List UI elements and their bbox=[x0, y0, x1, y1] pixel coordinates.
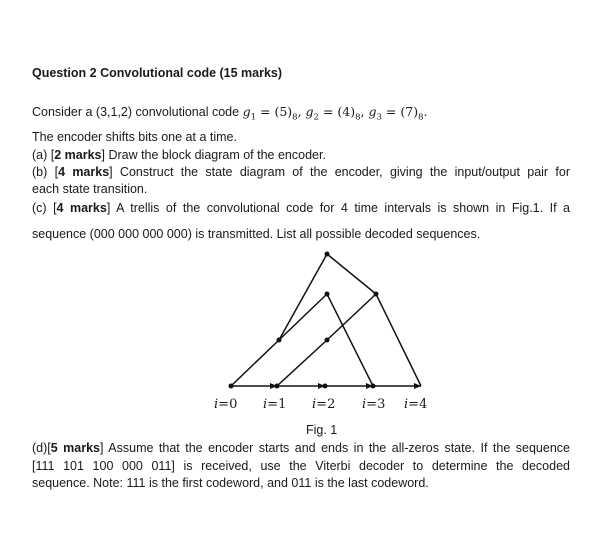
trellis-edge-d bbox=[376, 294, 421, 386]
trellis-node bbox=[374, 292, 379, 297]
trellis-node bbox=[275, 384, 280, 389]
trellis-node bbox=[323, 384, 328, 389]
part-d-line-2: [111 101 100 000 011] is received, use the Viterbi decoder to determine the decoded bbox=[32, 459, 570, 473]
intro-prefix: Consider a (3,1,2) convolutional code bbox=[32, 105, 240, 119]
trellis-node bbox=[229, 384, 234, 389]
part-b-line-1: (b) [4 marks] Construct the state diagram of the encoder, giving the input/output pair for bbox=[32, 165, 570, 179]
part-c-marks: 4 marks bbox=[56, 201, 107, 215]
trellis-edge-f bbox=[327, 294, 373, 386]
figure-caption: Fig. 1 bbox=[306, 423, 338, 437]
time-label-2: i=2 bbox=[312, 397, 336, 412]
question-title: Question 2 Convolutional code (15 marks) bbox=[32, 66, 283, 80]
time-label-1: i=1 bbox=[263, 397, 287, 412]
trellis-edge-c bbox=[327, 254, 376, 294]
part-d-marks: 5 marks bbox=[50, 441, 101, 455]
trellis-node bbox=[371, 384, 376, 389]
trellis-node bbox=[325, 292, 330, 297]
part-a-marks: 2 marks bbox=[54, 148, 102, 162]
generator-equations: $g_1 = (5)_8$, $g_2 = (4)_8$, $g_3 = (7)_8$. bbox=[242, 104, 428, 123]
part-d-line-1: (d)[5 marks] Assume that the encoder starts and ends in the all-zeros state. If the sequence bbox=[32, 441, 570, 455]
time-label-3: i=3 bbox=[362, 397, 386, 412]
part-d-line-3: sequence. Note: 111 is the first codeword, and 011 is the last codeword. bbox=[32, 476, 429, 490]
time-label-0: i=0 bbox=[214, 397, 238, 412]
trellis-edge-b bbox=[279, 254, 327, 340]
time-label-4: i=4 bbox=[404, 397, 428, 412]
part-c-line-2: sequence (000 000 000 000) is transmitted. List all possible decoded sequences. bbox=[32, 227, 481, 241]
trellis-node bbox=[277, 338, 282, 343]
part-c-line-1: (c) [4 marks] A trellis of the convolutional code for 4 time intervals is shown in Fig.1. If a bbox=[32, 201, 570, 215]
trellis-node bbox=[325, 338, 330, 343]
trellis-node bbox=[325, 252, 330, 257]
trellis-edge-a bbox=[231, 340, 279, 386]
part-a: (a) [2 marks] Draw the block diagram of the encoder. bbox=[32, 148, 326, 162]
trellis-edge-g bbox=[277, 340, 327, 386]
shift-text: The encoder shifts bits one at a time. bbox=[32, 130, 237, 144]
part-b-line-2: each state transition. bbox=[32, 182, 148, 196]
part-b-marks: 4 marks bbox=[58, 165, 110, 179]
trellis-edge-h bbox=[327, 294, 376, 340]
trellis-edge-e bbox=[279, 294, 327, 340]
